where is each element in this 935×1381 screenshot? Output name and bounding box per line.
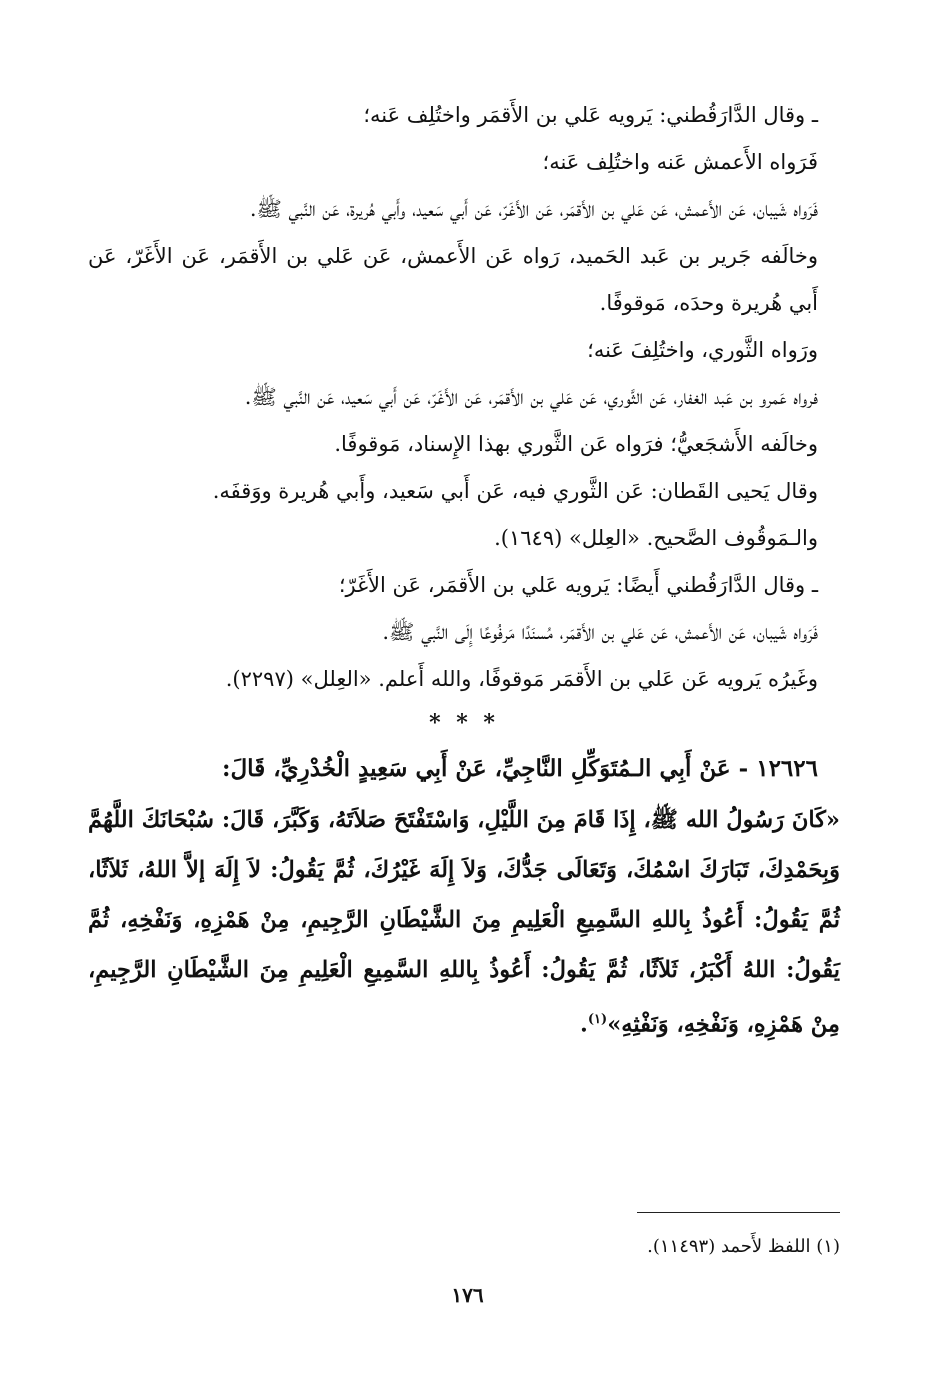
paragraph: فَرَواه الأَعمش عَنه واختُلِف عَنه؛ [542, 150, 818, 174]
hadith-text [88, 795, 840, 1050]
paragraph: فرواه عَمرو بن عَبد الغفار، عَن الثَّوري، عَن عَلي بن الأَقمَر، عَن الأَغَرّ، عَن أَبي سَعيد، عَن النَّبي ﷺ. [244, 385, 818, 409]
footnote-divider [637, 1212, 840, 1213]
paragraph: فَرَواه شَيبان، عَن الأَعمش، عَن عَلي بن الأَقمَر، عَن الأَغَرّ، عَن أَبي سَعيد، وأَبي هُريرة، عَن النَّبي ﷺ. [249, 197, 818, 221]
footnote-marker[interactable]: (١) [587, 1012, 608, 1027]
paragraph: ورَواه الثَّوري، واختُلِفَ عَنه؛ [587, 338, 818, 362]
hadith-end: . [580, 1011, 588, 1038]
footnote: (١) اللفظ لأَحمد (١١٤٩٣). [647, 1236, 840, 1257]
section-separator: * * * [429, 710, 499, 736]
paragraph: وخالَفه الأَشجَعيُّ؛ فرَواه عَن الثَّوري بهذا الإِسناد، مَوقوفًا. [334, 432, 818, 456]
paragraph: وقال يَحيى القَطان: عَن الثَّوري فيه، عَن أَبي سَعيد، وأَبي هُريرة ووَقفَه. [212, 479, 818, 503]
paragraph: ـ وقال الدَّارَقُطني: يَرويه عَلي بن الأَقمَر واختُلِف عَنه؛ [363, 103, 818, 127]
hadith-heading: ١٢٦٢٦ - عَنْ أَبِي الـمُتَوَكِّلِ النَّاجِيِّ، عَنْ أَبِي سَعِيدٍ الْخُدْرِيِّ، قَالَ: [221, 755, 818, 782]
hadith-body: «كَانَ رَسُولُ الله ﷺ، إِذَا قَامَ مِنَ اللَّيْلِ، وَاسْتَفْتَحَ صَلاَتَهُ، وَكَبَّرَ، قَالَ: سُبْحَانَكَ اللَّهُمَّ وَبِحَمْدِكَ، تَبَارَكَ اسْمُكَ، وَتَعَالَى جَدُّكَ، وَلاَ إِلَهَ غَيْرُكَ، ثُمَّ يَقُولُ: لاَ إِلَهَ إلاَّ اللهُ، ثَلاَثًا، ثُمَّ يَقُولُ: أَعُوذُ بِاللهِ السَّمِيعِ الْعَلِيمِ مِنَ الشَّيْطَانِ الرَّجِيمِ، مِنْ هَمْزِهِ، وَنَفْخِهِ، ثُمَّ يَقُولُ: اللهُ أَكْبَرُ، ثَلاَثًا، ثُمَّ يَقُولُ: أَعُوذُ بِاللهِ السَّمِيعِ الْعَلِيمِ مِنَ الشَّيْطَانِ الرَّجِيمِ، مِنْ هَمْزِهِ، وَنَفْخِهِ، وَنَفْثِهِ» [88, 807, 840, 1038]
paragraph: ـ وقال الدَّارَقُطني أَيضًا: يَرويه عَلي بن الأَقمَر، عَن الأَغَرّ؛ [338, 573, 818, 597]
page-number: ١٧٦ [451, 1283, 484, 1307]
paragraph: والـمَوقُوف الصَّحيح. «العِلل» (١٦٤٩). [494, 526, 818, 550]
paragraph: وخالَفه جَرير بن عَبد الحَميد، رَواه عَن الأَعمش، عَن عَلي بن الأَقمَر، عَن الأَغَرّ، عَن أَبي هُريرة وحدَه، مَوقوفًا. [88, 244, 818, 315]
paragraph: وغَيرُه يَرويه عَن عَلي بن الأَقمَر مَوقوفًا، والله أَعلم. «العِلل» (٢٢٩٧). [225, 667, 818, 691]
body-text [88, 92, 840, 1050]
paragraph: فَرَواه شَيبان، عَن الأَعمش، عَن عَلي بن الأَقمَر، مُسنَدًا مَرفُوعًا إِلَى النَّبي ﷺ. [382, 620, 818, 644]
